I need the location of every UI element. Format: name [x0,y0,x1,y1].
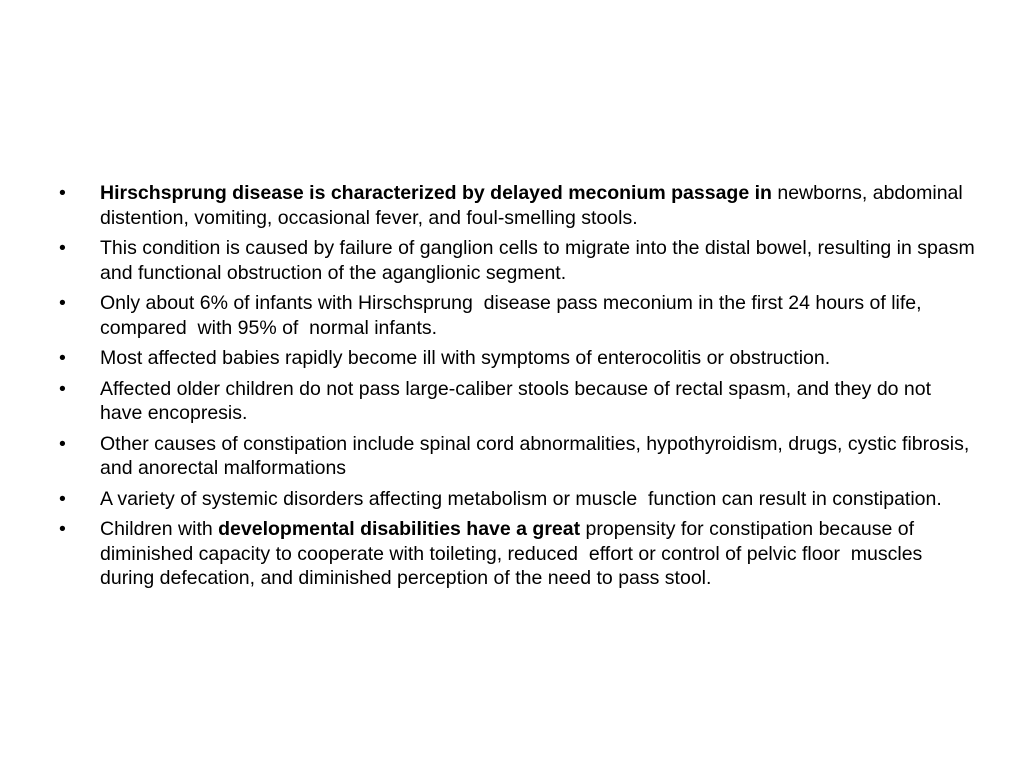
bullet-dot-icon: • [59,377,66,400]
bullet-text: Most affected babies rapidly become ill with symptoms of enterocolitis or obstruction. [100,347,831,369]
bullet-dot-icon: • [59,292,66,314]
bullet-text: This condition is caused by failure of ganglion cells to migrate into the distal bowel, resulting in spasm and functional obstruction of the aganglionic segment. [100,237,975,284]
bullet-item [55,236,975,285]
bullet-dot-icon: • [59,182,66,204]
bullet-pre-text: Children with [100,518,219,540]
bullet-item [55,487,975,512]
bullet-item [55,346,975,371]
bullet-dot-icon: • [59,432,66,455]
bullet-item [55,517,975,591]
bullet-list [55,181,975,597]
bullet-item [55,377,975,426]
bullet-text: propensity for constipation because of diminished capacity to cooperate with toileting, reduced effort or control of pelvic floor muscles during defecation, and diminished perception of the need to pass stool. [100,518,928,589]
bullet-dot-icon: • [59,347,66,369]
bullet-text: Affected older children do not pass large-caliber stools because of rectal spasm, and they do not have encopresis. [100,377,932,424]
bullet-text: newborns, abdominal distention, vomiting, occasional fever, and foul-smelling stools. [100,182,963,229]
bullet-item [55,291,975,340]
bullet-item [55,181,975,230]
bullet-text: Other causes of constipation include spinal cord abnormalities, hypothyroidism, drugs, cystic fibrosis, and anorectal malformations [100,432,970,479]
bullet-dot-icon: • [59,518,66,540]
bullet-bold-text: Hirschsprung disease is characterized by delayed meconium passage in [100,182,772,204]
bullet-text: A variety of systemic disorders affecting metabolism or muscle function can result in constipation. [100,487,942,510]
bullet-bold-text: developmental disabilities have a great [218,518,581,540]
bullet-dot-icon: • [59,237,66,259]
bullet-dot-icon: • [59,487,66,510]
bullet-item [55,432,975,481]
bullet-text: Only about 6% of infants with Hirschsprung disease pass meconium in the first 24 hours of life, compared with 95% of normal infants. [100,292,927,339]
